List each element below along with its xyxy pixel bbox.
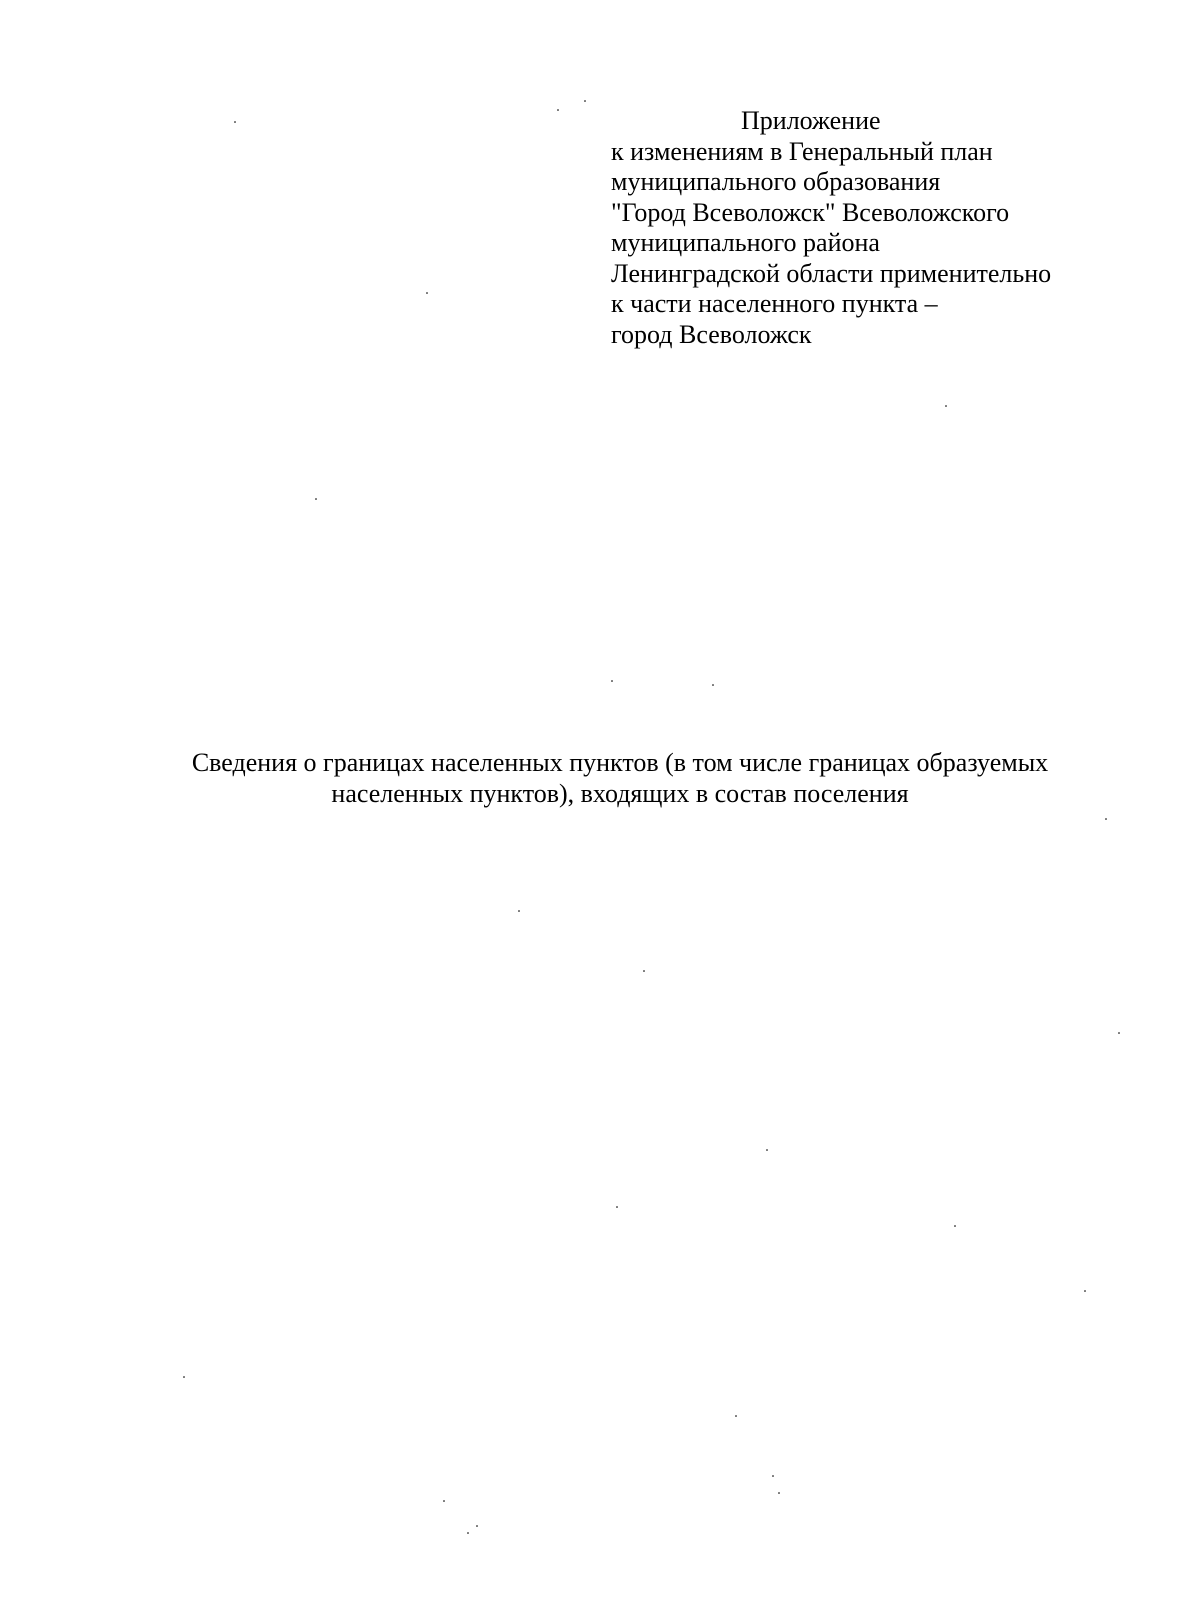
appendix-line: "Город Всеволожск" Всеволожского [611,197,1010,227]
document-heading [100,747,1140,809]
appendix-line: к изменениям в Генеральный план [611,136,993,166]
scan-speck [234,121,236,123]
appendix-line: Ленинградской области применительно [611,258,1052,288]
scan-speck [954,1225,956,1227]
scan-speck [426,292,428,294]
appendix-block [611,106,1131,350]
scan-speck [1118,1032,1120,1034]
scan-speck [616,1206,618,1208]
scan-speck [712,684,714,686]
scan-speck [557,109,559,111]
appendix-line: к части населенного пункта – [611,289,938,318]
scan-speck [467,1532,469,1534]
scan-speck [1105,818,1107,820]
heading-line: Сведения о границах населенных пунктов (в том числе границах образуемых [191,748,1049,777]
heading-line: населенных пунктов), входящих в состав поселения [331,779,909,808]
scan-speck [735,1415,737,1417]
appendix-line: муниципального образования [611,167,941,196]
scan-speck [183,1376,185,1378]
scan-speck [772,1475,774,1477]
scan-speck [476,1525,478,1527]
scan-speck [643,970,645,972]
appendix-title: Приложение [741,106,881,135]
scan-speck [315,498,317,500]
scan-speck [945,405,947,407]
scan-speck [584,100,586,102]
scan-speck [1084,1290,1086,1292]
scan-speck [518,910,520,912]
appendix-line: город Всеволожск [611,319,812,349]
scan-speck [443,1500,445,1502]
scan-speck [611,680,613,682]
scan-speck [766,1149,768,1151]
appendix-line: муниципального района [611,228,880,257]
scan-speck [778,1492,780,1494]
